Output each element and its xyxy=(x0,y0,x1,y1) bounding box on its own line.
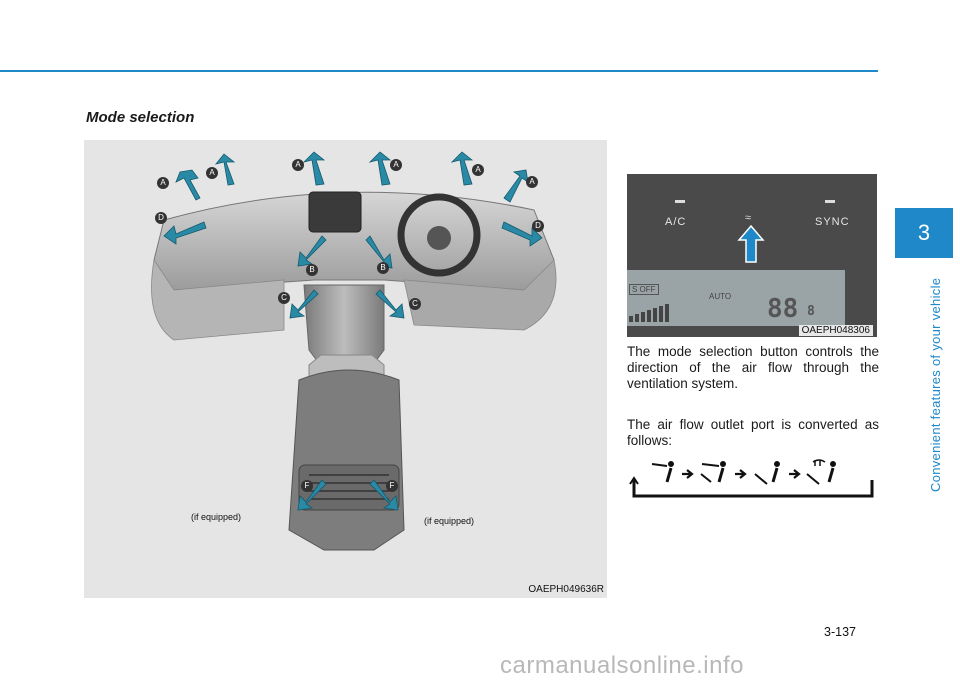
lcd-temperature: 88 xyxy=(767,294,799,324)
outlet-label-f: F xyxy=(301,480,313,492)
watermark: carmanualsonline.info xyxy=(500,652,744,679)
outlet-label-c: C xyxy=(409,298,421,310)
ac-indicator xyxy=(675,200,685,203)
dashboard-illustration xyxy=(84,140,607,598)
arrow-right-icon xyxy=(789,470,799,478)
outlet-label-a: A xyxy=(292,159,304,171)
outlet-label-a: A xyxy=(472,164,484,176)
outlet-label-a: A xyxy=(526,176,538,188)
outlet-label-b: B xyxy=(377,262,389,274)
page-number: 3-137 xyxy=(824,625,856,639)
lcd-s-off: S OFF xyxy=(629,284,659,295)
arrow-right-icon xyxy=(735,470,745,478)
lcd-auto: AUTO xyxy=(709,292,732,301)
if-equipped-note: (if equipped) xyxy=(191,512,242,522)
chapter-title xyxy=(913,264,943,504)
figure-code: OAEPH049636R xyxy=(528,584,604,595)
outlet-label-a: A xyxy=(157,177,169,189)
paragraph-mode-button: The mode selection button controls the direction of the air flow through the ventilation system. xyxy=(627,344,879,391)
figure-code: OAEPH048306 xyxy=(799,325,873,336)
outlet-label-d: D xyxy=(155,212,167,224)
floor-defrost-mode-icon xyxy=(807,460,836,484)
face-mode-icon xyxy=(652,462,674,483)
outlet-label-d: D xyxy=(532,220,544,232)
floor-mode-icon xyxy=(755,462,780,485)
outlet-label-f: F xyxy=(386,480,398,492)
section-title: Mode selection xyxy=(86,109,195,126)
ac-button-label: A/C xyxy=(665,216,687,228)
arrow-right-icon xyxy=(682,470,692,478)
sync-indicator xyxy=(825,200,835,203)
defrost-mode-icon: ≈ xyxy=(745,212,752,224)
bi-level-mode-icon xyxy=(701,462,726,483)
lcd-display xyxy=(627,270,845,326)
outlet-label-a: A xyxy=(390,159,402,171)
if-equipped-note: (if equipped) xyxy=(424,516,475,526)
airflow-diagram xyxy=(84,140,607,598)
outlet-label-a: A xyxy=(206,167,218,179)
climate-control-panel xyxy=(627,174,877,337)
rear-vent-housing xyxy=(299,465,399,510)
chapter-number-tab: 3 xyxy=(895,208,953,258)
outlet-label-c: C xyxy=(278,292,290,304)
paragraph-airflow-ports: The air flow outlet port is converted as follows: xyxy=(627,417,879,448)
sync-button-label: SYNC xyxy=(815,216,850,228)
top-rule xyxy=(0,70,878,72)
outlet-label-b: B xyxy=(306,264,318,276)
lcd-temperature-decimal: 8 xyxy=(807,304,815,319)
chapter-title-text: Convenient features of your vehicle xyxy=(928,277,943,492)
armrest-console xyxy=(289,370,404,550)
steering-hub xyxy=(427,226,451,250)
mode-sequence xyxy=(627,456,879,504)
infotainment-screen xyxy=(309,192,361,232)
fan-level-bars xyxy=(629,304,677,322)
up-arrow-icon xyxy=(737,224,765,264)
